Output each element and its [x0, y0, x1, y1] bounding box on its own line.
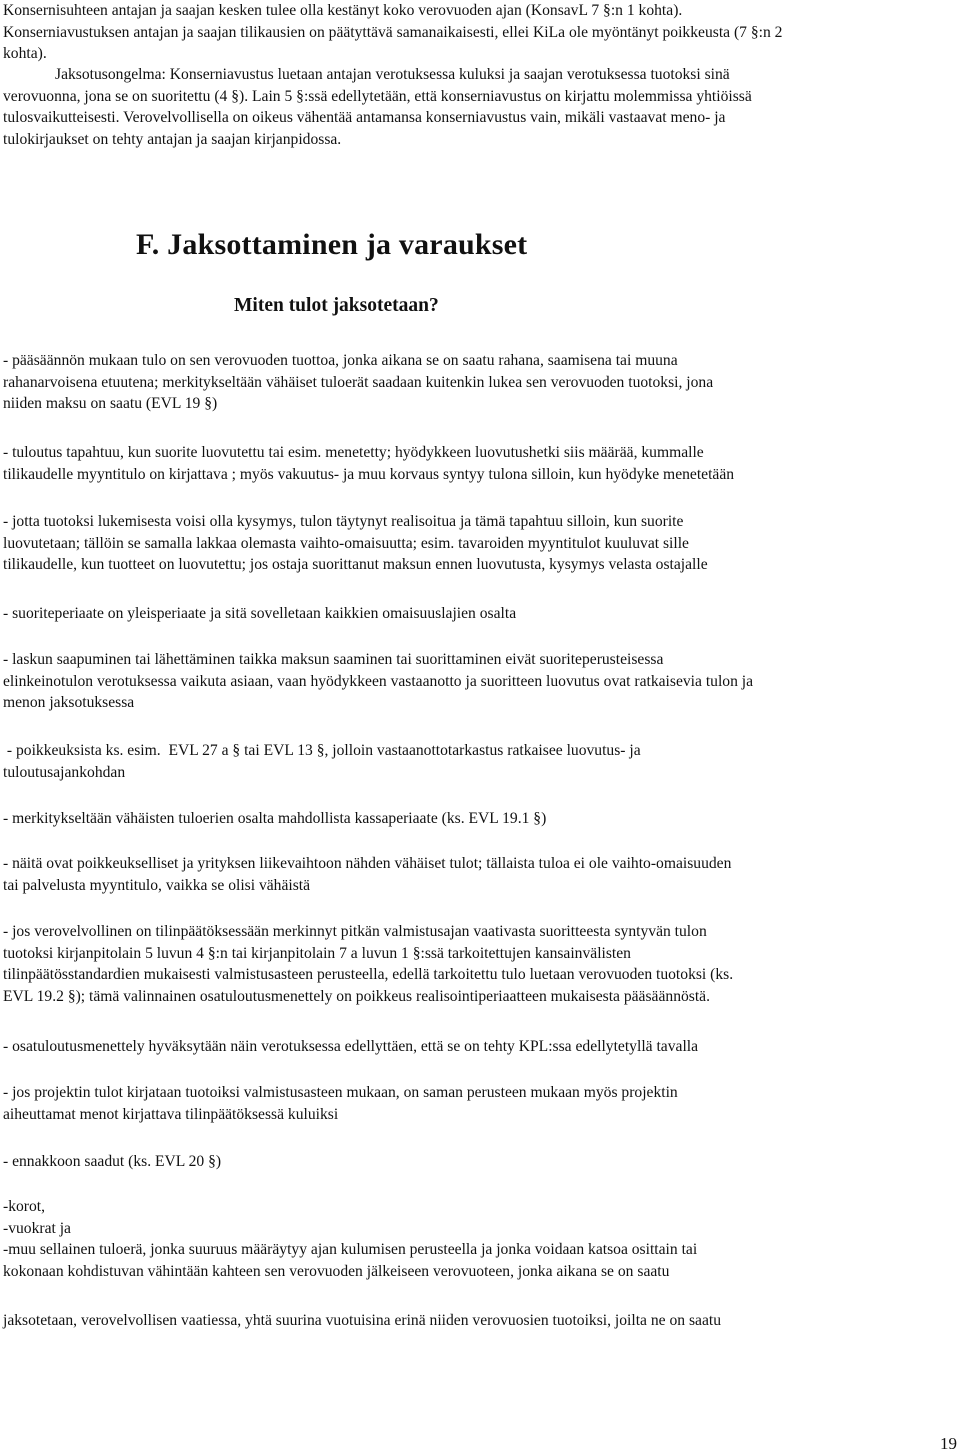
text-line: menon jaksotuksessa — [3, 694, 135, 711]
body-paragraph — [3, 740, 957, 783]
text-line: - osatuloutusmenettely hyväksytään näin verotuksessa edellyttäen, että se on tehty KPL:ssa edellytetyllä tavalla — [3, 1038, 699, 1055]
text-line: - poikkeuksista ks. esim. EVL 27 a § tai EVL 13 §, jolloin vastaanottotarkastus ratkaisee luovutus- ja — [3, 742, 641, 759]
text-line: tulokirjaukset on tehty antajan ja saajan kirjanpidossa. — [3, 130, 342, 148]
text-line: EVL 19.2 §); tämä valinnainen osatuloutusmenettely on poikkeus realisointiperiaatteen mukaisesta pääsäännöstä. — [3, 987, 711, 1005]
body-paragraph — [3, 1082, 957, 1125]
text-line: kokonaan kohdistuvan vähintään kahteen sen verovuoden jälkeiseen verovuoteen, jonka aikana se on saatu — [3, 1262, 670, 1280]
text-line: tuloutusajankohdan — [3, 763, 126, 781]
text-line: Konsernisuhteen antajan ja saajan kesken tulee olla kestänyt koko verovuoden ajan (KonsavL 7 §:n 1 kohta). — [3, 2, 683, 19]
body-paragraph — [3, 350, 957, 415]
text-line: tilikaudelle myyntitulo on kirjattava ; myös vakuutus- ja muu korvaus syntyy tulona silloin, kun hyödyke menetetään — [3, 465, 735, 483]
text-line: - näitä ovat poikkeukselliset ja yrityksen liikevaihtoon nähden vähäiset tulot; tällaista tuloa ei ole vaihto-omaisuuden — [3, 855, 732, 872]
page-number: 19 — [940, 1434, 957, 1453]
text-line: - jotta tuotoksi lukemisesta voisi olla kysymys, tulon täytynyt realisoitua ja tämä tapahtuu silloin, kun suorite — [3, 513, 684, 530]
body-paragraph — [3, 921, 957, 1007]
body-paragraph — [3, 1151, 957, 1173]
text-line: elinkeinotulon verotuksessa vaikuta asiaan, vaan hyödykkeen vastaanotto ja suoritteen luovutus ovat ratkaisevia tulon ja — [3, 672, 754, 690]
text-line: tilinpäätösstandardien mukaisesti valmistusasteen perusteella, edellä tarkoitettu tulo luetaan verovuoden tuotoksi (ks. — [3, 966, 734, 983]
text-line: luovutetaan; tällöin se samalla lakkaa olemasta vaihto-omaisuutta; esim. tavaroiden myyntitulot kuuluvat sille — [3, 534, 689, 552]
text-line: aiheuttamat menot kirjattava tilinpäätöksessä kuluiksi — [3, 1105, 339, 1123]
body-paragraph — [3, 442, 957, 485]
text-line: - merkitykseltään vähäisten tuloerien osalta mahdollista kassaperiaate (ks. EVL 19.1 §) — [3, 810, 547, 827]
text-line: - jos projektin tulot kirjataan tuotoiksi valmistusasteen mukaan, on saman perusteen mukaan myös projektin — [3, 1084, 678, 1101]
text-line: niiden maksu on saatu (EVL 19 §) — [3, 395, 218, 412]
text-line: - jos verovelvollinen on tilinpäätöksessään merkinnyt pitkän valmistusajan vaativasta suoritteesta syntyvän tulon — [3, 923, 707, 940]
body-paragraph — [3, 1310, 957, 1332]
text-line: tulosvaikutteisesti. Verovelvollisella on oikeus vähentää antamansa konserniavustus vain, mikäli vastaavat meno- ja — [3, 109, 726, 126]
body-paragraph — [3, 511, 957, 576]
body-paragraph — [3, 853, 957, 896]
text-line: kohta). — [3, 45, 47, 62]
text-line: - laskun saapuminen tai lähettäminen taikka maksun saaminen tai suorittaminen eivät suoriteperusteisessa — [3, 651, 664, 668]
text-line: - ennakkoon saadut (ks. EVL 20 §) — [3, 1153, 222, 1170]
text-line: -vuokrat ja — [3, 1219, 71, 1237]
section-title: F. Jaksottaminen ja varaukset — [136, 228, 528, 261]
text-line: -muu sellainen tuloerä, jonka suuruus määräytyy ajan kulumisen perusteella ja jonka voidaan katsoa osittain tai — [3, 1241, 698, 1258]
body-paragraph — [3, 808, 957, 830]
text-line: verovuonna, jona se on suoritettu (4 §). Lain 5 §:ssä edellytetään, että konserniavustus on kirjattu molemmissa yhtiöissä — [3, 87, 752, 105]
text-line: tuotoksi kirjanpitolain 5 luvun 4 §:n tai kirjanpitolain 7 a luvun 1 §:ssä tarkoitettujen kansainvälisten — [3, 944, 631, 962]
body-paragraph — [3, 1036, 957, 1058]
text-line: tilikaudelle, kun tuotteet on luovutettu; jos ostaja suorittanut maksun ennen luovutusta, kysymys velasta ostajalle — [3, 556, 708, 573]
text-line: - suoriteperiaate on yleisperiaate ja sitä sovelletaan kaikkien omaisuuslajien osalta — [3, 605, 517, 622]
text-line: - tuloutus tapahtuu, kun suorite luovutettu tai esim. menetetty; hyödykkeen luovutushetki siis määrää, kummalle — [3, 444, 704, 461]
intro-paragraph-1 — [3, 0, 957, 65]
intro-paragraph-2 — [3, 64, 957, 150]
text-line: rahanarvoisena etuutena; merkitykseltään vähäiset tuloerät saadaan kuitenkin lukea sen verovuoden tuotoksi, jona — [3, 373, 714, 391]
text-line: jaksotetaan, verovelvollisen vaatiessa, yhtä suurina vuotuisina erinä niiden verovuosien tuotoiksi, joilta ne on saatu — [3, 1312, 722, 1329]
text-line: Konserniavustuksen antajan ja saajan tilikausien on päätyttävä samanaikaisesti, ellei KiLa ole myöntänyt poikkeusta (7 §:n 2 — [3, 23, 783, 41]
body-paragraph — [3, 649, 957, 714]
text-line: - pääsäännön mukaan tulo on sen verovuoden tuottoa, jonka aikana se on saatu rahana, saamisena tai muuna — [3, 352, 678, 369]
text-line: tai palvelusta myyntitulo, vaikka se olisi vähäistä — [3, 876, 311, 894]
body-paragraph — [3, 603, 957, 625]
subsection-title: Miten tulot jaksotetaan? — [234, 295, 439, 316]
body-paragraph — [3, 1196, 957, 1282]
text-line: Jaksotusongelma: Konserniavustus luetaan antajan verotuksessa kuluksi ja saajan verotuksessa tuotoksi sinä — [55, 66, 730, 83]
text-line: -korot, — [3, 1198, 46, 1215]
